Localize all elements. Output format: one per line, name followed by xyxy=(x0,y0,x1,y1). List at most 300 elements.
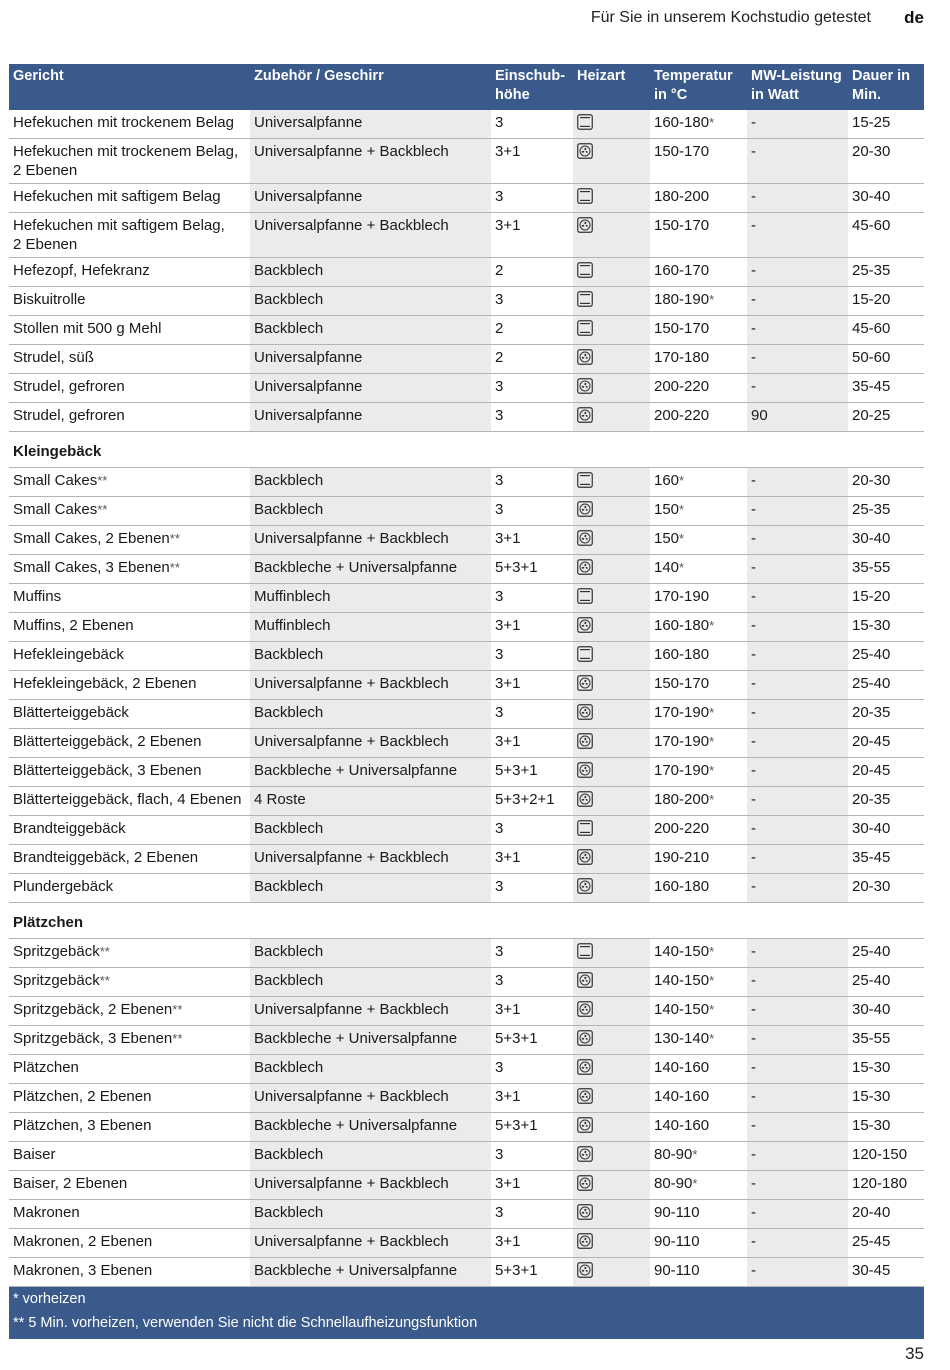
duration-cell: 25-40 xyxy=(848,642,924,671)
dish-cell xyxy=(9,139,250,184)
temperature-cell xyxy=(650,1084,747,1113)
top-bottom-heat-icon xyxy=(577,820,593,841)
shelf-cell: 2 xyxy=(491,258,573,287)
dish-name: Brandteiggebäck, 2 Ebenen xyxy=(13,849,199,866)
table-row xyxy=(9,213,924,258)
temperature-value: 130-140 xyxy=(654,1030,710,1047)
footnote-marker: ** xyxy=(169,531,180,546)
temperature-cell xyxy=(650,1026,747,1055)
heat-mode-cell xyxy=(573,845,650,874)
shelf-cell: 3 xyxy=(491,468,573,497)
duration-cell: 30-40 xyxy=(848,997,924,1026)
heat-mode-cell xyxy=(573,1258,650,1287)
accessory-cell: Universalpfanne + Backblech xyxy=(250,997,491,1026)
dish-name: Baiser xyxy=(13,1146,56,1163)
dish-name: Stollen mit 500 g Mehl xyxy=(13,320,162,337)
accessory-cell: Universalpfanne + Backblech xyxy=(250,526,491,555)
temperature-cell xyxy=(650,497,747,526)
duration-cell: 25-40 xyxy=(848,968,924,997)
footnote-marker: * xyxy=(679,531,685,546)
page-number: 35 xyxy=(905,1344,924,1363)
dish-cell xyxy=(9,258,250,287)
temperature-value: 160-180 xyxy=(654,617,710,634)
temperature-cell xyxy=(650,968,747,997)
accessory-cell: Backblech xyxy=(250,939,491,968)
heat-mode-cell xyxy=(573,1026,650,1055)
footnote-marker: * xyxy=(709,115,715,130)
microwave-power-cell: - xyxy=(747,845,848,874)
dish-cell xyxy=(9,1171,250,1200)
top-bottom-heat-icon xyxy=(577,262,593,283)
heat-mode-cell xyxy=(573,468,650,497)
hot-air-icon xyxy=(577,1030,593,1051)
footnote-marker: * xyxy=(679,502,685,517)
heat-mode-cell xyxy=(573,184,650,213)
temperature-value: 190-210 xyxy=(654,849,710,866)
temperature-value: 160-180 xyxy=(654,646,710,663)
temperature-value: 140-160 xyxy=(654,1117,710,1134)
table-row xyxy=(9,671,924,700)
temperature-cell xyxy=(650,184,747,213)
hot-air-icon xyxy=(577,1059,593,1080)
dish-name: Hefekuchen mit trockenem Belag, 2 Ebenen xyxy=(13,143,239,179)
footnote-marker: * xyxy=(709,1002,715,1017)
dish-name: Spritzgebäck xyxy=(13,972,100,989)
microwave-power-cell: - xyxy=(747,997,848,1026)
column-header-shelf: Einschub- höhe xyxy=(491,64,573,110)
hot-air-icon xyxy=(577,1088,593,1109)
top-bottom-heat-icon xyxy=(577,943,593,964)
temperature-value: 150-170 xyxy=(654,217,710,234)
hot-air-icon xyxy=(577,217,593,238)
microwave-power-cell: - xyxy=(747,374,848,403)
temperature-cell xyxy=(650,671,747,700)
table-row xyxy=(9,555,924,584)
dish-cell xyxy=(9,939,250,968)
temperature-value: 90-110 xyxy=(654,1233,700,1250)
dish-name: Plätzchen, 2 Ebenen xyxy=(13,1088,152,1105)
temperature-cell xyxy=(650,729,747,758)
dish-cell xyxy=(9,642,250,671)
temperature-value: 180-190 xyxy=(654,291,710,308)
temperature-cell xyxy=(650,1258,747,1287)
footnote-marker: * xyxy=(692,1147,698,1162)
dish-name: Plätzchen, 3 Ebenen xyxy=(13,1117,152,1134)
dish-cell xyxy=(9,403,250,432)
dish-cell xyxy=(9,374,250,403)
dish-cell xyxy=(9,700,250,729)
accessory-cell: Backblech xyxy=(250,816,491,845)
table-row xyxy=(9,1055,924,1084)
microwave-power-cell: - xyxy=(747,729,848,758)
dish-name: Strudel, süß xyxy=(13,349,94,366)
duration-cell: 20-35 xyxy=(848,700,924,729)
temperature-cell xyxy=(650,139,747,184)
temperature-value: 170-190 xyxy=(654,733,710,750)
dish-cell xyxy=(9,1229,250,1258)
temperature-cell xyxy=(650,1229,747,1258)
column-header-mw: MW-Leistung in Watt xyxy=(747,64,848,110)
dish-name: Small Cakes, 3 Ebenen xyxy=(13,559,170,576)
accessory-cell: Backblech xyxy=(250,316,491,345)
accessory-cell: Universalpfanne + Backblech xyxy=(250,729,491,758)
duration-cell: 20-30 xyxy=(848,874,924,903)
shelf-cell: 3 xyxy=(491,1142,573,1171)
temperature-cell xyxy=(650,939,747,968)
dish-cell xyxy=(9,729,250,758)
temperature-cell xyxy=(650,1055,747,1084)
table-row xyxy=(9,584,924,613)
temperature-value: 140 xyxy=(654,559,680,576)
top-bottom-heat-icon xyxy=(577,472,593,493)
hot-air-icon xyxy=(577,617,593,638)
temperature-cell xyxy=(650,287,747,316)
microwave-power-cell: 90 xyxy=(747,403,848,432)
accessory-cell: Universalpfanne + Backblech xyxy=(250,671,491,700)
temperature-cell xyxy=(650,555,747,584)
table-row xyxy=(9,468,924,497)
heat-mode-cell xyxy=(573,584,650,613)
footnote-marker: * xyxy=(709,734,715,749)
hot-air-icon xyxy=(577,675,593,696)
table-row xyxy=(9,816,924,845)
duration-cell: 20-25 xyxy=(848,403,924,432)
temperature-value: 170-190 xyxy=(654,588,710,605)
temperature-value: 150-170 xyxy=(654,675,710,692)
shelf-cell: 3 xyxy=(491,497,573,526)
temperature-value: 180-200 xyxy=(654,791,710,808)
duration-cell: 45-60 xyxy=(848,213,924,258)
shelf-cell: 3+1 xyxy=(491,729,573,758)
dish-cell xyxy=(9,671,250,700)
accessory-cell: Universalpfanne + Backblech xyxy=(250,845,491,874)
top-bottom-heat-icon xyxy=(577,291,593,312)
shelf-cell: 3+1 xyxy=(491,1084,573,1113)
accessory-cell: Backblech xyxy=(250,1142,491,1171)
microwave-power-cell: - xyxy=(747,345,848,374)
table-row xyxy=(9,1200,924,1229)
dish-cell xyxy=(9,287,250,316)
accessory-cell: Universalpfanne xyxy=(250,184,491,213)
microwave-power-cell: - xyxy=(747,1055,848,1084)
dish-name: Spritzgebäck, 3 Ebenen xyxy=(13,1030,173,1047)
hot-air-icon xyxy=(577,378,593,399)
temperature-cell xyxy=(650,213,747,258)
dish-name: Hefezopf, Hefekranz xyxy=(13,262,150,279)
column-header-dish: Gericht xyxy=(9,64,250,110)
footnote: ** 5 Min. vorheizen, verwenden Sie nicht die Schnellaufheizungsfunktion xyxy=(9,1311,924,1339)
baking-table xyxy=(9,64,924,1339)
temperature-cell xyxy=(650,526,747,555)
temperature-cell xyxy=(650,613,747,642)
footnote-marker: * xyxy=(709,705,715,720)
shelf-cell: 5+3+1 xyxy=(491,1113,573,1142)
dish-name: Muffins, 2 Ebenen xyxy=(13,617,134,634)
accessory-cell: Backblech xyxy=(250,874,491,903)
page-header xyxy=(0,8,950,30)
hot-air-icon xyxy=(577,349,593,370)
duration-cell: 15-30 xyxy=(848,1055,924,1084)
temperature-cell xyxy=(650,874,747,903)
section-heading-row xyxy=(9,432,924,468)
temperature-value: 150 xyxy=(654,501,680,518)
dish-name: Biskuitrolle xyxy=(13,291,86,308)
dish-name: Blätterteiggebäck, flach, 4 Ebenen xyxy=(13,791,242,808)
microwave-power-cell: - xyxy=(747,555,848,584)
table-row xyxy=(9,1171,924,1200)
duration-cell: 20-45 xyxy=(848,758,924,787)
dish-cell xyxy=(9,213,250,258)
heat-mode-cell xyxy=(573,213,650,258)
table-row xyxy=(9,787,924,816)
dish-cell xyxy=(9,555,250,584)
footnote-marker: * xyxy=(709,944,715,959)
dish-name: Small Cakes xyxy=(13,501,98,518)
table-row xyxy=(9,729,924,758)
footnote-marker: ** xyxy=(97,502,108,517)
footnote-marker: ** xyxy=(99,973,110,988)
column-header-accessory: Zubehör / Geschirr xyxy=(250,64,491,110)
hot-air-icon xyxy=(577,704,593,725)
table-row xyxy=(9,316,924,345)
dish-cell xyxy=(9,816,250,845)
dish-cell xyxy=(9,758,250,787)
shelf-cell: 3 xyxy=(491,700,573,729)
hot-air-icon xyxy=(577,407,593,428)
temperature-value: 200-220 xyxy=(654,378,710,395)
temperature-cell xyxy=(650,110,747,139)
temperature-cell xyxy=(650,816,747,845)
duration-cell: 20-45 xyxy=(848,729,924,758)
microwave-power-cell: - xyxy=(747,700,848,729)
accessory-cell: Backblech xyxy=(250,468,491,497)
accessory-cell: Universalpfanne xyxy=(250,403,491,432)
shelf-cell: 3+1 xyxy=(491,671,573,700)
shelf-cell: 3+1 xyxy=(491,1229,573,1258)
dish-cell xyxy=(9,613,250,642)
table-row xyxy=(9,526,924,555)
heat-mode-cell xyxy=(573,1171,650,1200)
dish-name: Small Cakes, 2 Ebenen xyxy=(13,530,170,547)
temperature-cell xyxy=(650,997,747,1026)
temperature-value: 170-180 xyxy=(654,349,710,366)
dish-name: Makronen, 2 Ebenen xyxy=(13,1233,153,1250)
temperature-cell xyxy=(650,316,747,345)
duration-cell: 20-30 xyxy=(848,139,924,184)
header-title: Für Sie in unserem Kochstudio getestet xyxy=(590,9,871,26)
duration-cell: 15-30 xyxy=(848,1113,924,1142)
table-row xyxy=(9,258,924,287)
duration-cell: 30-40 xyxy=(848,816,924,845)
footnote-marker: * xyxy=(679,560,685,575)
hot-air-icon xyxy=(577,501,593,522)
temperature-value: 150-170 xyxy=(654,143,710,160)
microwave-power-cell: - xyxy=(747,468,848,497)
table-row xyxy=(9,287,924,316)
accessory-cell: Universalpfanne + Backblech xyxy=(250,1229,491,1258)
heat-mode-cell xyxy=(573,374,650,403)
temperature-value: 90-110 xyxy=(654,1204,700,1221)
accessory-cell: Universalpfanne + Backblech xyxy=(250,1171,491,1200)
temperature-cell xyxy=(650,787,747,816)
dish-cell xyxy=(9,497,250,526)
microwave-power-cell: - xyxy=(747,497,848,526)
table-row xyxy=(9,997,924,1026)
column-header-duration: Dauer in Min. xyxy=(848,64,924,110)
footnote-marker: * xyxy=(709,763,715,778)
microwave-power-cell: - xyxy=(747,526,848,555)
section-heading-row xyxy=(9,903,924,939)
heat-mode-cell xyxy=(573,526,650,555)
table-row xyxy=(9,700,924,729)
dish-cell xyxy=(9,584,250,613)
heat-mode-cell xyxy=(573,816,650,845)
duration-cell: 25-40 xyxy=(848,671,924,700)
dish-cell xyxy=(9,526,250,555)
microwave-power-cell: - xyxy=(747,316,848,345)
shelf-cell: 5+3+1 xyxy=(491,1258,573,1287)
shelf-cell: 3 xyxy=(491,968,573,997)
duration-cell: 25-35 xyxy=(848,497,924,526)
dish-name: Hefekuchen mit saftigem Belag xyxy=(13,188,221,205)
microwave-power-cell: - xyxy=(747,1200,848,1229)
shelf-cell: 3 xyxy=(491,642,573,671)
dish-cell xyxy=(9,1113,250,1142)
table-row xyxy=(9,642,924,671)
shelf-cell: 3 xyxy=(491,874,573,903)
temperature-value: 160-180 xyxy=(654,878,710,895)
accessory-cell: Universalpfanne + Backblech xyxy=(250,1084,491,1113)
table-row xyxy=(9,1113,924,1142)
temperature-cell xyxy=(650,1200,747,1229)
microwave-power-cell: - xyxy=(747,1171,848,1200)
table-row xyxy=(9,874,924,903)
duration-cell: 30-40 xyxy=(848,526,924,555)
accessory-cell: Universalpfanne + Backblech xyxy=(250,139,491,184)
temperature-value: 140-160 xyxy=(654,1059,710,1076)
heat-mode-cell xyxy=(573,671,650,700)
footnote-marker: * xyxy=(709,792,715,807)
duration-cell: 35-45 xyxy=(848,374,924,403)
shelf-cell: 2 xyxy=(491,316,573,345)
dish-name: Baiser, 2 Ebenen xyxy=(13,1175,128,1192)
temperature-cell xyxy=(650,468,747,497)
heat-mode-cell xyxy=(573,403,650,432)
dish-name: Blätterteiggebäck, 2 Ebenen xyxy=(13,733,202,750)
hot-air-icon xyxy=(577,1146,593,1167)
accessory-cell: Universalpfanne xyxy=(250,110,491,139)
microwave-power-cell: - xyxy=(747,816,848,845)
temperature-cell xyxy=(650,700,747,729)
duration-cell: 30-45 xyxy=(848,1258,924,1287)
duration-cell: 20-30 xyxy=(848,468,924,497)
hot-air-icon xyxy=(577,972,593,993)
temperature-value: 200-220 xyxy=(654,820,710,837)
top-bottom-heat-icon xyxy=(577,114,593,135)
heat-mode-cell xyxy=(573,1055,650,1084)
footnote-marker: * xyxy=(679,473,685,488)
heat-mode-cell xyxy=(573,258,650,287)
shelf-cell: 3 xyxy=(491,816,573,845)
column-header-temperature: Temperatur in °C xyxy=(650,64,747,110)
temperature-cell xyxy=(650,345,747,374)
table-row xyxy=(9,139,924,184)
temperature-cell xyxy=(650,403,747,432)
dish-cell xyxy=(9,468,250,497)
accessory-cell: Muffinblech xyxy=(250,584,491,613)
footnote-marker: * xyxy=(709,973,715,988)
heat-mode-cell xyxy=(573,1142,650,1171)
shelf-cell: 3 xyxy=(491,1200,573,1229)
dish-name: Spritzgebäck xyxy=(13,943,100,960)
microwave-power-cell: - xyxy=(747,613,848,642)
duration-cell: 15-30 xyxy=(848,613,924,642)
dish-name: Makronen xyxy=(13,1204,80,1221)
shelf-cell: 3+1 xyxy=(491,213,573,258)
heat-mode-cell xyxy=(573,1113,650,1142)
microwave-power-cell: - xyxy=(747,642,848,671)
microwave-power-cell: - xyxy=(747,1026,848,1055)
accessory-cell: Backbleche + Universalpfanne xyxy=(250,758,491,787)
shelf-cell: 3 xyxy=(491,374,573,403)
dish-cell xyxy=(9,787,250,816)
microwave-power-cell: - xyxy=(747,213,848,258)
temperature-value: 170-190 xyxy=(654,762,710,779)
footnote-marker: ** xyxy=(97,473,108,488)
dish-name: Strudel, gefroren xyxy=(13,407,125,424)
microwave-power-cell: - xyxy=(747,1229,848,1258)
hot-air-icon xyxy=(577,1001,593,1022)
temperature-cell xyxy=(650,758,747,787)
duration-cell: 25-45 xyxy=(848,1229,924,1258)
hot-air-icon xyxy=(577,1262,593,1283)
top-bottom-heat-icon xyxy=(577,320,593,341)
accessory-cell: Backblech xyxy=(250,1055,491,1084)
footnote: * vorheizen xyxy=(9,1287,924,1312)
duration-cell: 25-40 xyxy=(848,939,924,968)
heat-mode-cell xyxy=(573,139,650,184)
duration-cell: 35-55 xyxy=(848,1026,924,1055)
dish-name: Hefekuchen mit trockenem Belag xyxy=(13,114,234,131)
temperature-value: 90-110 xyxy=(654,1262,700,1279)
heat-mode-cell xyxy=(573,555,650,584)
footnote-marker: ** xyxy=(99,944,110,959)
dish-cell xyxy=(9,184,250,213)
temperature-cell xyxy=(650,258,747,287)
accessory-cell: Backblech xyxy=(250,968,491,997)
microwave-power-cell: - xyxy=(747,787,848,816)
shelf-cell: 3+1 xyxy=(491,997,573,1026)
footnote-marker: * xyxy=(709,292,715,307)
temperature-value: 150 xyxy=(654,530,680,547)
temperature-cell xyxy=(650,642,747,671)
dish-name: Makronen, 3 Ebenen xyxy=(13,1262,153,1279)
accessory-cell: Backblech xyxy=(250,700,491,729)
table-row xyxy=(9,345,924,374)
table-row xyxy=(9,1258,924,1287)
accessory-cell: Muffinblech xyxy=(250,613,491,642)
microwave-power-cell: - xyxy=(747,1142,848,1171)
table-row xyxy=(9,613,924,642)
microwave-power-cell: - xyxy=(747,1258,848,1287)
heat-mode-cell xyxy=(573,316,650,345)
microwave-power-cell: - xyxy=(747,258,848,287)
table-header xyxy=(9,64,924,110)
accessory-cell: Universalpfanne + Backblech xyxy=(250,213,491,258)
table-row xyxy=(9,1142,924,1171)
heat-mode-cell xyxy=(573,1200,650,1229)
microwave-power-cell: - xyxy=(747,1084,848,1113)
